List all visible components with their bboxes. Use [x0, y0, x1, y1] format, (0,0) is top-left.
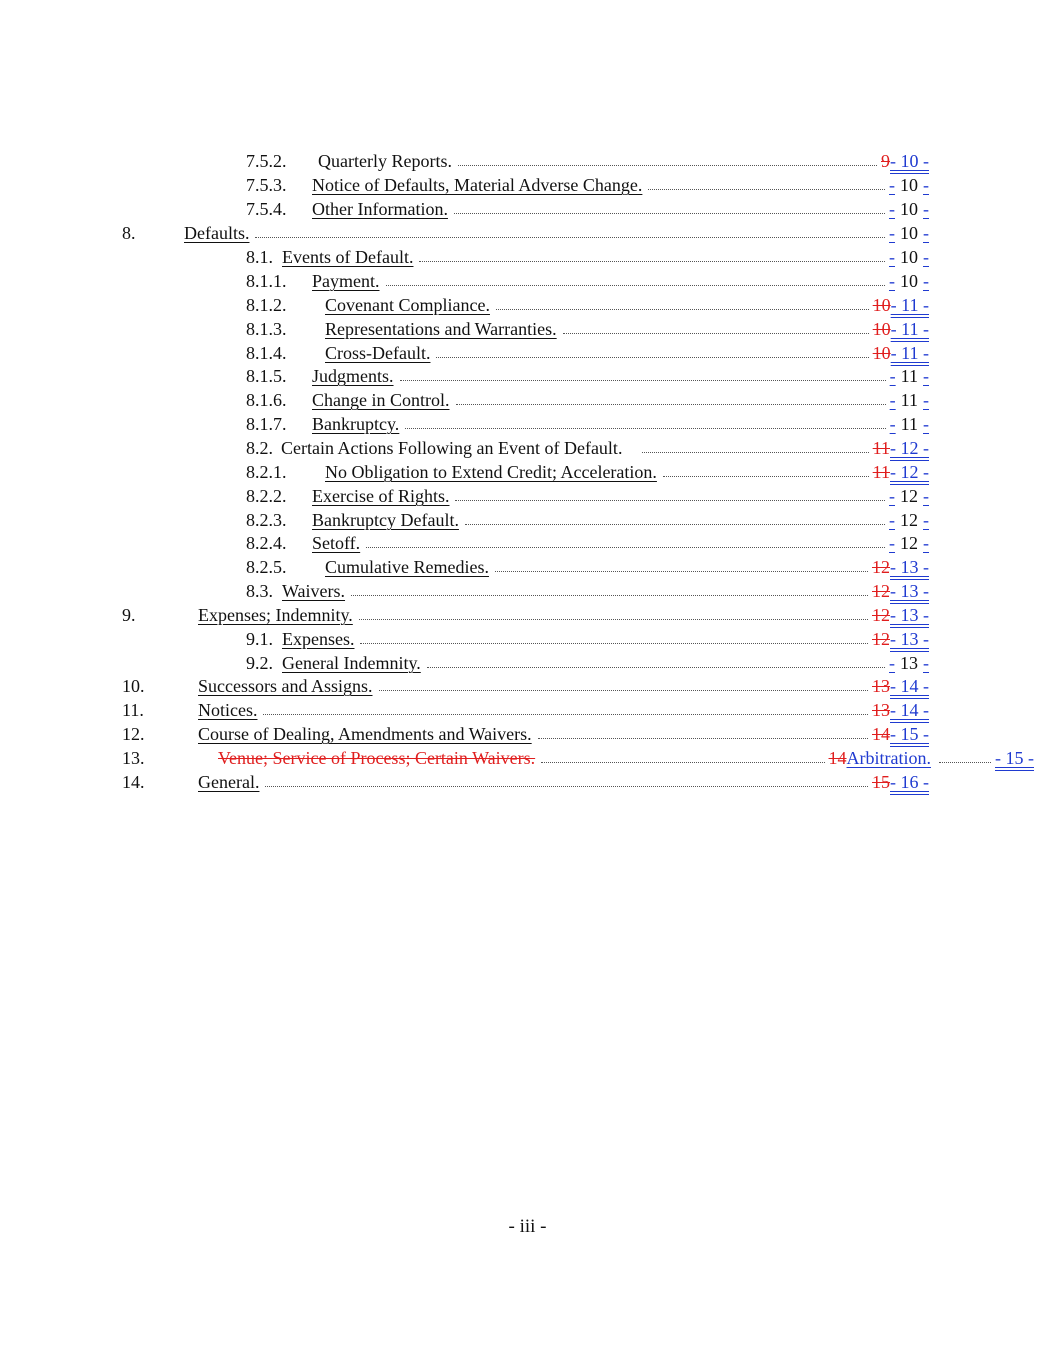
inserted-page-number: - 13 - — [890, 629, 929, 649]
inserted-dash: - — [923, 510, 929, 530]
toc-entry[interactable] — [246, 555, 929, 579]
dot-leader — [541, 748, 824, 763]
toc-entry-number: 8.1.6. — [246, 390, 287, 410]
toc-entry[interactable] — [246, 245, 929, 269]
toc-entry-number: 12. — [122, 724, 145, 744]
toc-entry-title: Other Information. — [312, 199, 448, 219]
toc-entry[interactable] — [246, 173, 929, 197]
dot-leader — [360, 629, 868, 644]
dot-leader — [419, 247, 885, 262]
inserted-page-number: - 13 - — [890, 605, 929, 625]
dot-leader — [265, 772, 868, 787]
dot-leader — [405, 414, 885, 429]
page-number: 13 — [900, 653, 918, 673]
toc-entry-number: 11. — [122, 700, 144, 720]
dot-leader — [495, 557, 868, 572]
page-number: 10 — [900, 223, 918, 243]
toc-entry-number: 8.1.3. — [246, 319, 287, 339]
deleted-page-number: 10 — [872, 343, 891, 363]
toc-entry-title: Setoff. — [312, 533, 361, 553]
dot-leader — [436, 343, 868, 358]
dot-leader — [563, 319, 869, 334]
page-number: 12 — [900, 533, 918, 553]
toc-entry[interactable] — [122, 698, 929, 722]
toc-entry-title: Change in Control. — [312, 390, 450, 410]
toc-entry-number: 8.3. — [246, 581, 273, 601]
inserted-dash: - — [889, 223, 895, 243]
deleted-page-number: 12 — [872, 605, 890, 625]
inserted-page-number: - 14 - — [890, 676, 929, 696]
page-number: 10 — [900, 247, 918, 267]
dot-leader — [939, 748, 991, 763]
page-number: 10 — [900, 271, 918, 291]
deleted-page-number: 14 — [872, 724, 890, 744]
inserted-dash: - — [923, 366, 929, 386]
toc-entry-number: 8.2.2. — [246, 486, 287, 506]
dot-leader — [366, 533, 885, 548]
inserted-dash: - — [889, 247, 895, 267]
dot-leader — [454, 199, 885, 214]
deleted-page-number: 11 — [872, 438, 890, 458]
toc-entry-number: 8.1.1. — [246, 271, 287, 291]
inserted-dash: - — [889, 271, 895, 291]
toc-entry-number: 14. — [122, 772, 145, 792]
toc-entry-number: 9.2. — [246, 653, 273, 673]
toc-entry-title: Certain Actions Following an Event of Default. — [281, 438, 623, 458]
inserted-dash: - — [889, 199, 895, 219]
inserted-page-number: - 12 - — [890, 438, 929, 458]
inserted-dash: - — [889, 653, 895, 673]
inserted-page-number: - 12 - — [890, 462, 929, 482]
toc-entry-number: 8.1. — [246, 247, 273, 267]
deleted-page-number: 13 — [872, 700, 890, 720]
toc-entry[interactable] — [122, 722, 929, 746]
toc-entry[interactable] — [246, 651, 929, 675]
toc-entry-number: 7.5.4. — [246, 199, 287, 219]
toc-entry[interactable] — [246, 579, 929, 603]
toc-entry[interactable] — [122, 221, 929, 245]
dot-leader — [351, 581, 868, 596]
toc-entry-number: 8.2.3. — [246, 510, 287, 530]
toc-entry-title: Waivers. — [282, 581, 346, 601]
toc-entry-title: Defaults. — [184, 223, 250, 243]
toc-entry-number: 7.5.2. — [246, 151, 287, 171]
toc-entry-title: Notice of Defaults, Material Adverse Change. — [312, 175, 643, 195]
toc-entry[interactable] — [246, 197, 929, 221]
toc-entry[interactable] — [246, 508, 929, 532]
dot-leader — [379, 676, 869, 691]
toc-entry-number: 9. — [122, 605, 136, 625]
toc-entry-title: Representations and Warranties. — [325, 319, 557, 339]
page-number: 12 — [900, 510, 918, 530]
toc-entry-title: General Indemnity. — [282, 653, 421, 673]
toc-entry-number: 8.1.2. — [246, 295, 287, 315]
page-number: 10 — [900, 199, 918, 219]
inserted-dash: - — [923, 414, 929, 434]
inserted-dash: - — [889, 414, 896, 434]
toc-entry[interactable] — [122, 770, 929, 794]
toc-entry-number: 9.1. — [246, 629, 273, 649]
toc-entry-number: 8.2. — [246, 438, 273, 458]
dot-leader — [642, 438, 868, 453]
inserted-page-number: - 16 - — [890, 772, 929, 792]
toc-entry[interactable] — [122, 603, 929, 627]
toc-entry-title: Notices. — [198, 700, 258, 720]
inserted-dash: - — [923, 223, 929, 243]
page-number: 11 — [900, 414, 918, 434]
deleted-page-number: 13 — [872, 676, 890, 696]
inserted-page-number: - 11 - — [890, 343, 929, 363]
inserted-dash: - — [889, 510, 895, 530]
dot-leader — [465, 510, 885, 525]
toc-entry-number: 8.1.5. — [246, 366, 287, 386]
deleted-page-number: 9 — [881, 151, 890, 171]
toc-entry-number: 10. — [122, 676, 145, 696]
toc-entry[interactable] — [246, 364, 929, 388]
toc-entry[interactable] — [122, 674, 929, 698]
toc-entry-number: 8.2.1. — [246, 462, 287, 482]
dot-leader — [456, 390, 886, 405]
deleted-page-number: 12 — [872, 629, 890, 649]
toc-entry-title: Judgments. — [312, 366, 394, 386]
toc-entry[interactable] — [122, 746, 1034, 770]
inserted-dash: - — [923, 247, 929, 267]
toc-entry-number: 8.1.7. — [246, 414, 287, 434]
toc-entry-title: Bankruptcy. — [312, 414, 400, 434]
toc-entry[interactable] — [246, 388, 929, 412]
toc-entry-title: Covenant Compliance. — [325, 295, 490, 315]
toc-entry-title: Course of Dealing, Amendments and Waivers. — [198, 724, 532, 744]
toc-entry[interactable] — [246, 627, 929, 651]
toc-entry-title: Payment. — [312, 271, 380, 291]
toc-entry[interactable] — [246, 149, 929, 173]
toc-entry-title: Quarterly Reports. — [318, 151, 452, 171]
toc-entry[interactable] — [246, 460, 929, 484]
inserted-dash: - — [889, 175, 895, 195]
inserted-dash: - — [923, 271, 929, 291]
dot-leader — [386, 271, 886, 286]
toc-entry-number: 8.2.4. — [246, 533, 287, 553]
toc-entry-title: Expenses. — [282, 629, 355, 649]
toc-entry-number: 8.1.4. — [246, 343, 287, 363]
toc-entry[interactable] — [246, 436, 929, 460]
toc-entry[interactable] — [246, 317, 929, 341]
inserted-dash: - — [889, 486, 895, 506]
toc-entry-number: 13. — [122, 748, 145, 768]
toc-entry-title-deleted: Venue; Service of Process; Certain Waivers. — [218, 748, 536, 768]
deleted-page-number: 10 — [872, 295, 891, 315]
inserted-page-number: - 15 - — [995, 748, 1034, 768]
dot-leader — [496, 295, 869, 310]
dot-leader — [255, 223, 885, 238]
dot-leader — [538, 724, 868, 739]
toc-entry-title: Successors and Assigns. — [198, 676, 373, 696]
page-number: 11 — [900, 366, 918, 386]
dot-leader — [263, 700, 868, 715]
toc-entry-title: General. — [198, 772, 260, 792]
deleted-page-number: 10 — [872, 319, 891, 339]
inserted-dash: - — [889, 533, 895, 553]
inserted-dash: - — [923, 199, 929, 219]
toc-entry[interactable] — [246, 531, 929, 555]
toc-entry-number: 8.2.5. — [246, 557, 287, 577]
toc-entry-title: Events of Default. — [282, 247, 414, 267]
toc-entry[interactable] — [246, 341, 929, 365]
inserted-page-number: - 11 - — [890, 295, 929, 315]
dot-leader — [455, 486, 885, 501]
inserted-dash: - — [923, 175, 929, 195]
inserted-page-number: - 11 - — [890, 319, 929, 339]
dot-leader — [458, 151, 877, 166]
inserted-dash: - — [889, 390, 896, 410]
toc-entry[interactable] — [246, 293, 929, 317]
dot-leader — [359, 605, 868, 620]
dot-leader — [427, 653, 885, 668]
deleted-page-number: 12 — [872, 557, 890, 577]
inserted-page-number: - 13 - — [890, 557, 929, 577]
toc-entry-title: Expenses; Indemnity. — [198, 605, 353, 625]
dot-leader — [663, 462, 869, 477]
toc-entry-number: 7.5.3. — [246, 175, 287, 195]
toc-entry[interactable] — [246, 484, 929, 508]
inserted-dash: - — [923, 390, 929, 410]
inserted-page-number: - 13 - — [890, 581, 929, 601]
inserted-dash: - — [923, 533, 929, 553]
toc-entry-title: Bankruptcy Default. — [312, 510, 459, 530]
toc-entry[interactable] — [246, 412, 929, 436]
inserted-page-number: - 15 - — [890, 724, 929, 744]
toc-entry-title: No Obligation to Extend Credit; Acceleration. — [325, 462, 657, 482]
deleted-page-number: 11 — [872, 462, 890, 482]
toc-entry-title: Cross-Default. — [325, 343, 431, 363]
toc-entry-title-inserted: Arbitration. — [846, 748, 931, 768]
toc-entry-title: Cumulative Remedies. — [325, 557, 489, 577]
toc-entry-title: Exercise of Rights. — [312, 486, 450, 506]
deleted-page-number: 14 — [828, 748, 847, 768]
page-number: 11 — [900, 390, 918, 410]
dot-leader — [400, 366, 886, 381]
inserted-dash: - — [923, 486, 929, 506]
deleted-page-number: 15 — [872, 772, 890, 792]
inserted-page-number: - 14 - — [890, 700, 929, 720]
inserted-dash: - — [889, 366, 896, 386]
deleted-page-number: 12 — [872, 581, 890, 601]
toc-entry-number: 8. — [122, 223, 136, 243]
page-footer-number: - iii - — [508, 1216, 547, 1237]
page-number: 12 — [900, 486, 918, 506]
toc-entry[interactable] — [246, 269, 929, 293]
inserted-page-number: - 10 - — [890, 151, 929, 171]
page-number: 10 — [900, 175, 918, 195]
inserted-dash: - — [923, 653, 929, 673]
dot-leader — [648, 175, 885, 190]
